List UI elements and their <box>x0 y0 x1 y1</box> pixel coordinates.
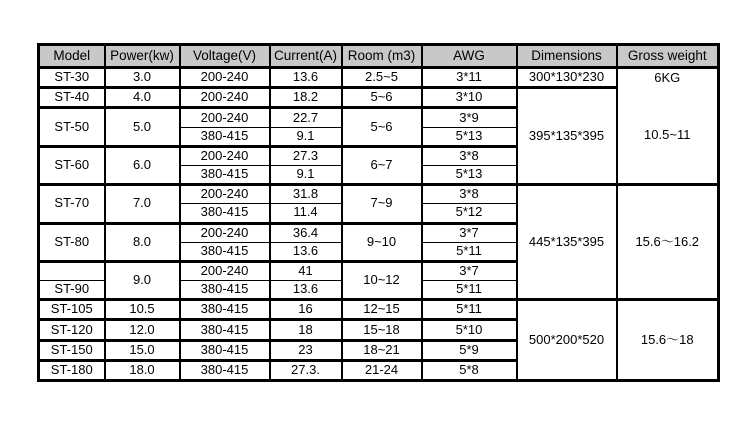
table-cell: 15~18 <box>342 320 422 340</box>
table-cell: 200-240 <box>180 68 270 88</box>
table-cell: 5*8 <box>422 360 517 380</box>
table-cell: ST-105 <box>39 300 105 320</box>
column-header-gross-weight: Gross weight <box>617 45 719 68</box>
table-cell: 16 <box>270 300 342 320</box>
table-cell: 5~6 <box>342 108 422 146</box>
spec-table-container <box>37 43 720 382</box>
table-cell: 5*13 <box>422 165 517 184</box>
table-cell: 380-415 <box>180 340 270 360</box>
table-cell: 200-240 <box>180 146 270 165</box>
table-cell: ST-50 <box>39 108 105 146</box>
table-cell: 200-240 <box>180 108 270 127</box>
table-cell: 22.7 <box>270 108 342 127</box>
table-cell: 200-240 <box>180 223 270 242</box>
table-cell: 12~15 <box>342 300 422 320</box>
column-header-room: Room (m3) <box>342 45 422 68</box>
table-cell: 380-415 <box>180 300 270 320</box>
table-cell: 300*130*230 <box>517 68 617 88</box>
table-cell: ST-70 <box>39 185 105 223</box>
table-cell: 5*12 <box>422 204 517 223</box>
table-cell: 380-415 <box>180 281 270 300</box>
column-header-current: Current(A) <box>270 45 342 68</box>
table-cell: 380-415 <box>180 127 270 146</box>
table-cell: 395*135*395 <box>517 88 617 185</box>
table-cell: 9~10 <box>342 223 422 261</box>
table-cell: ST-60 <box>39 146 105 184</box>
table-row-st30 <box>39 68 719 88</box>
column-header-awg: AWG <box>422 45 517 68</box>
table-cell: 2.5~5 <box>342 68 422 88</box>
table-cell: 3*11 <box>422 68 517 88</box>
table-cell: 18.0 <box>105 360 180 380</box>
table-row-st40 <box>39 88 719 108</box>
table-cell: 31.8 <box>270 185 342 204</box>
table-cell: 9.1 <box>270 127 342 146</box>
table-cell: ST-30 <box>39 68 105 88</box>
table-cell: 27.3 <box>270 146 342 165</box>
table-cell: ST-90 <box>39 281 105 300</box>
table-cell: 3*7 <box>422 261 517 280</box>
table-cell: ST-120 <box>39 320 105 340</box>
table-cell: 6~7 <box>342 146 422 184</box>
table-cell: 3.0 <box>105 68 180 88</box>
table-cell: 5*9 <box>422 340 517 360</box>
table-cell: 41 <box>270 261 342 280</box>
table-cell: 5*11 <box>422 300 517 320</box>
spec-table <box>37 43 720 382</box>
table-cell: 9.1 <box>270 165 342 184</box>
table-cell: 380-415 <box>180 242 270 261</box>
table-cell: 10~12 <box>342 261 422 299</box>
column-header-power: Power(kw) <box>105 45 180 68</box>
table-cell: 200-240 <box>180 88 270 108</box>
table-cell: 380-415 <box>180 320 270 340</box>
table-cell: 11.4 <box>270 204 342 223</box>
table-cell: 4.0 <box>105 88 180 108</box>
table-cell: 5~6 <box>342 88 422 108</box>
table-cell: 18 <box>270 320 342 340</box>
table-cell: 13.6 <box>270 281 342 300</box>
table-cell: 200-240 <box>180 261 270 280</box>
table-cell: 18.2 <box>270 88 342 108</box>
table-cell: 8.0 <box>105 223 180 261</box>
table-cell: 27.3. <box>270 360 342 380</box>
table-cell: ST-180 <box>39 360 105 380</box>
table-cell: 9.0 <box>105 261 180 299</box>
table-cell: ST-40 <box>39 88 105 108</box>
table-cell: 5*11 <box>422 281 517 300</box>
table-cell: 5*11 <box>422 242 517 261</box>
table-cell: 445*135*395 <box>517 185 617 300</box>
table-cell: 5*13 <box>422 127 517 146</box>
table-cell: 7.0 <box>105 185 180 223</box>
table-cell: 15.6～18 <box>617 300 719 381</box>
table-cell: ST-150 <box>39 340 105 360</box>
table-cell: 6KG <box>617 68 719 88</box>
table-cell: 3*10 <box>422 88 517 108</box>
table-cell: 500*200*520 <box>517 300 617 381</box>
table-cell: 23 <box>270 340 342 360</box>
table-cell: 5.0 <box>105 108 180 146</box>
table-row-st105 <box>39 300 719 320</box>
table-cell: 13.6 <box>270 242 342 261</box>
table-cell: ST-80 <box>39 223 105 261</box>
table-cell: 13.6 <box>270 68 342 88</box>
table-cell: 380-415 <box>180 165 270 184</box>
table-cell: 3*7 <box>422 223 517 242</box>
table-cell: 380-415 <box>180 204 270 223</box>
table-cell: 3*8 <box>422 146 517 165</box>
header-row <box>39 45 719 68</box>
table-cell: 3*8 <box>422 185 517 204</box>
table-cell: 12.0 <box>105 320 180 340</box>
table-cell: 21-24 <box>342 360 422 380</box>
table-cell: 36.4 <box>270 223 342 242</box>
table-cell: 3*9 <box>422 108 517 127</box>
column-header-voltage: Voltage(V) <box>180 45 270 68</box>
table-cell: 10.5~11 <box>617 88 719 185</box>
table-cell: 5*10 <box>422 320 517 340</box>
table-cell: 7~9 <box>342 185 422 223</box>
table-cell: 6.0 <box>105 146 180 184</box>
table-cell: 10.5 <box>105 300 180 320</box>
table-cell: 18~21 <box>342 340 422 360</box>
column-header-dimensions: Dimensions <box>517 45 617 68</box>
column-header-model: Model <box>39 45 105 68</box>
table-cell: 200-240 <box>180 185 270 204</box>
table-row-st70-a <box>39 185 719 204</box>
table-cell: 380-415 <box>180 360 270 380</box>
table-cell: 15.0 <box>105 340 180 360</box>
table-cell <box>39 261 105 280</box>
table-cell: 15.6～16.2 <box>617 185 719 300</box>
